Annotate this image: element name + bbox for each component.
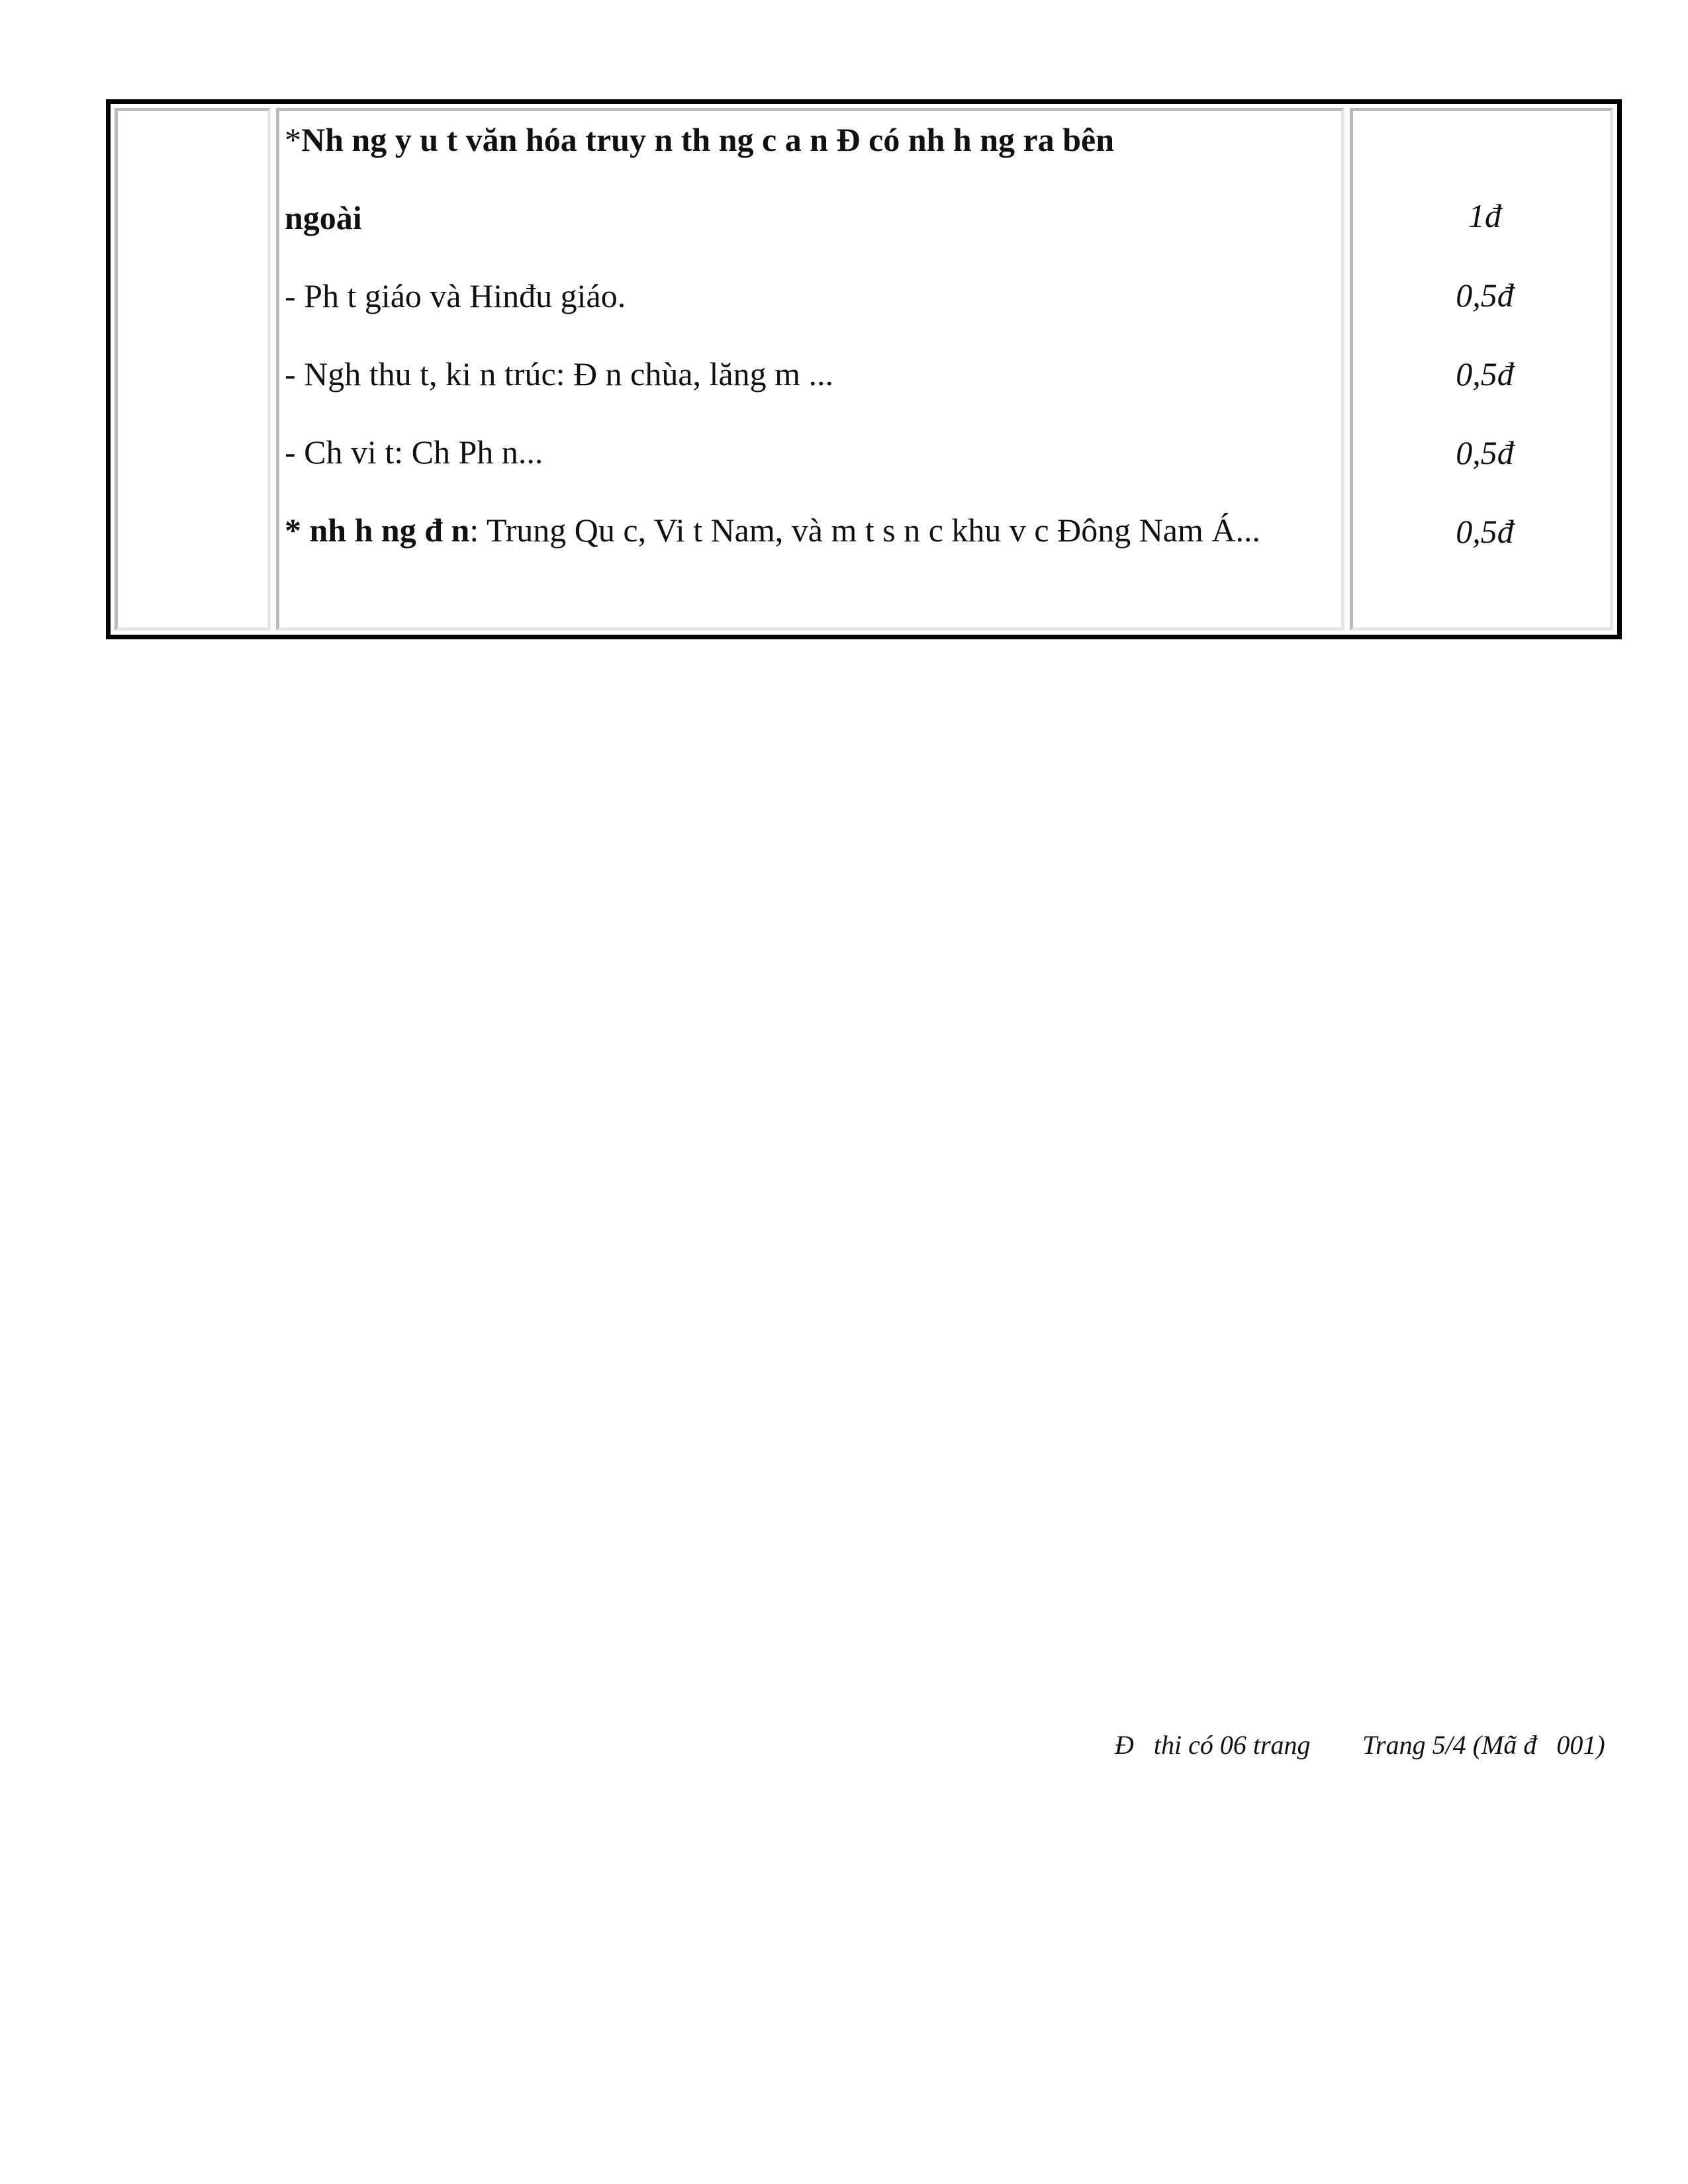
score-5: 0,5đ — [1456, 513, 1514, 550]
score-2: 0,5đ — [1456, 277, 1514, 314]
answer-content — [285, 119, 1336, 551]
empty-cell — [115, 108, 271, 631]
footer-page-count: Đ thi có 06 trang — [1115, 1730, 1311, 1760]
answer-heading — [285, 119, 1336, 160]
answer-item-2: - Ngh thu t, ki n trúc: Đ n chùa, lăng m ... — [285, 355, 834, 392]
influence-paragraph — [285, 510, 1336, 551]
heading-continuation: ngoài — [285, 199, 362, 236]
influence-text: : Trung Qu c, Vi t Nam, và m t s n c khu v c Đông Nam Á... — [469, 512, 1260, 549]
answer-item-3: - Ch vi t: Ch Ph n... — [285, 433, 543, 471]
score-cell — [1350, 108, 1613, 631]
heading-star: * — [285, 121, 301, 158]
answer-item-1: - Ph t giáo và Hinđu giáo. — [285, 277, 626, 314]
score-4: 0,5đ — [1456, 434, 1514, 471]
footer-page-number: Trang 5/4 (Mã đ 001) — [1362, 1730, 1605, 1760]
heading-text: Nh ng y u t văn hóa truy n th ng c a n Đ có nh h ng ra bên — [301, 121, 1115, 158]
score-1: 1đ — [1468, 197, 1501, 234]
score-3: 0,5đ — [1456, 355, 1514, 392]
answer-table — [106, 99, 1622, 639]
influence-lead: * nh h ng đ n — [285, 512, 470, 549]
answer-content-cell — [276, 108, 1344, 631]
